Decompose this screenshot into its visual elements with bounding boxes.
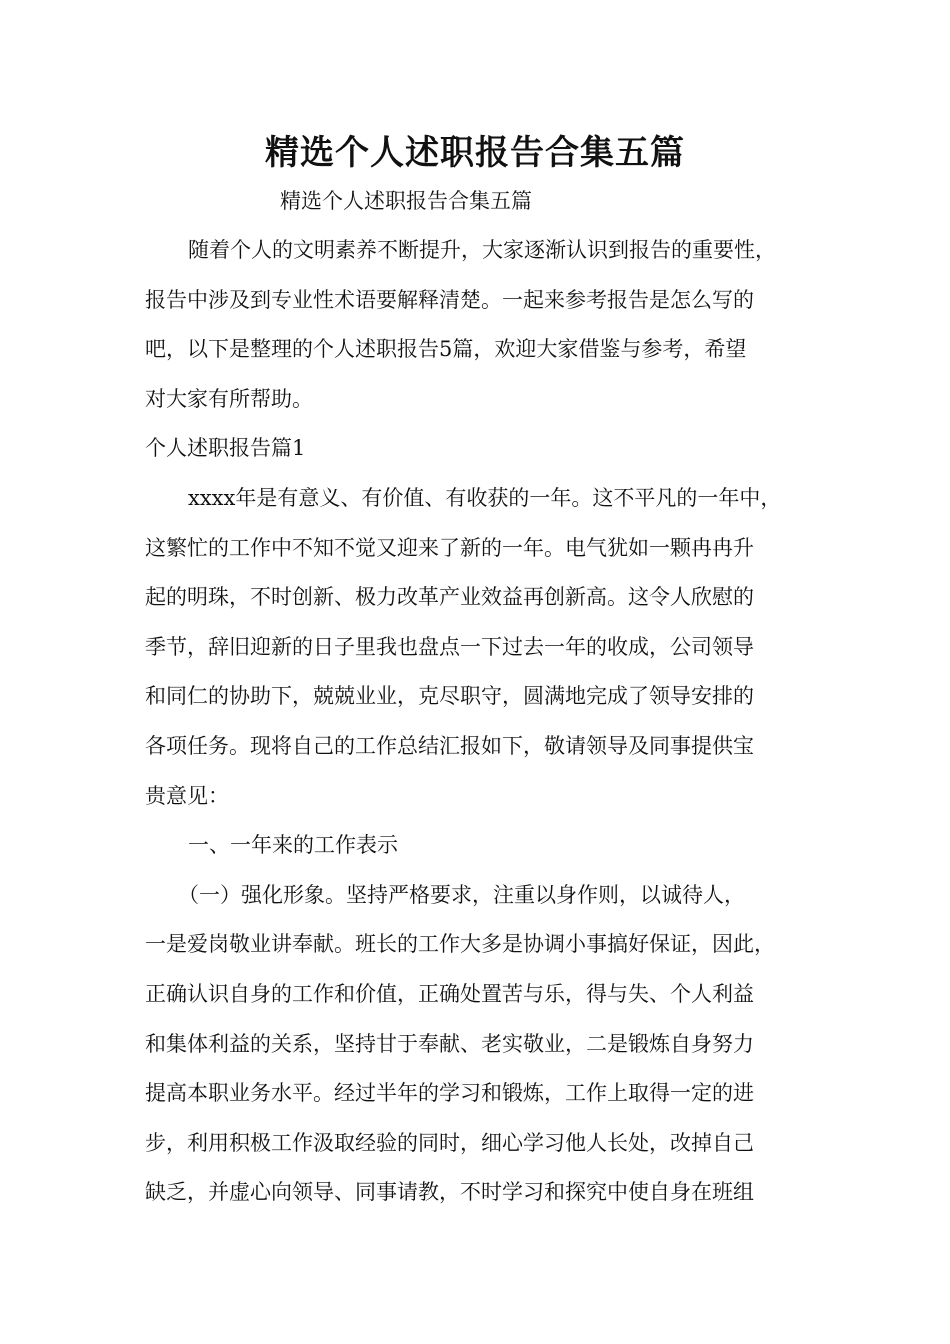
body-line: 对大家有所帮助。 bbox=[145, 386, 313, 411]
body-line: 这繁忙的工作中不知不觉又迎来了新的一年。电气犹如一颗冉冉升 bbox=[145, 535, 754, 560]
body-line: 提高本职业务水平。经过半年的学习和锻炼，工作上取得一定的进 bbox=[145, 1081, 754, 1106]
body-line: 步，利用积极工作汲取经验的同时，细心学习他人长处，改掉自己 bbox=[145, 1130, 754, 1155]
body-line: 报告中涉及到专业性术语要解释清楚。一起来参考报告是怎么写的 bbox=[145, 287, 754, 312]
body-line: 一、一年来的工作表示 bbox=[188, 833, 398, 858]
body-line: 各项任务。现将自己的工作总结汇报如下，敬请领导及同事提供宝 bbox=[145, 733, 754, 758]
body-line: 和同仁的协助下，兢兢业业，克尽职守，圆满地完成了领导安排的 bbox=[145, 684, 754, 709]
body-line: 吧，以下是整理的个人述职报告5篇，欢迎大家借鉴与参考，希望 bbox=[145, 337, 747, 362]
body-line: 个人述职报告篇1 bbox=[145, 436, 306, 461]
body-line: 缺乏，并虚心向领导、同事请教，不时学习和探究中使自身在班组 bbox=[145, 1180, 754, 1205]
body-line: 季节，辞旧迎新的日子里我也盘点一下过去一年的收成，公司领导 bbox=[145, 634, 754, 659]
body-line: 一是爱岗敬业讲奉献。班长的工作大多是协调小事搞好保证，因此， bbox=[145, 932, 775, 957]
document-body bbox=[145, 226, 835, 1218]
body-line: 随着个人的文明素养不断提升，大家逐渐认识到报告的重要性， bbox=[188, 238, 776, 262]
body-line: 起的明珠，不时创新、极力改革产业效益再创新高。这令人欣慰的 bbox=[145, 585, 754, 610]
body-line: 和集体利益的关系，坚持甘于奉献、老实敬业，二是锻炼自身努力 bbox=[145, 1031, 754, 1056]
body-line: （一）强化形象。坚持严格要求，注重以身作则，以诚待人， bbox=[178, 882, 745, 907]
body-line: 贵意见： bbox=[145, 783, 229, 808]
document-title: 精选个人述职报告合集五篇 bbox=[265, 133, 685, 173]
body-line: xxxx年是有意义、有价值、有收获的一年。这不平凡的一年中， bbox=[188, 485, 782, 510]
document-subtitle: 精选个人述职报告合集五篇 bbox=[280, 189, 532, 213]
body-line: 正确认识自身的工作和价值，正确处置苦与乐，得与失、个人利益 bbox=[145, 981, 754, 1006]
